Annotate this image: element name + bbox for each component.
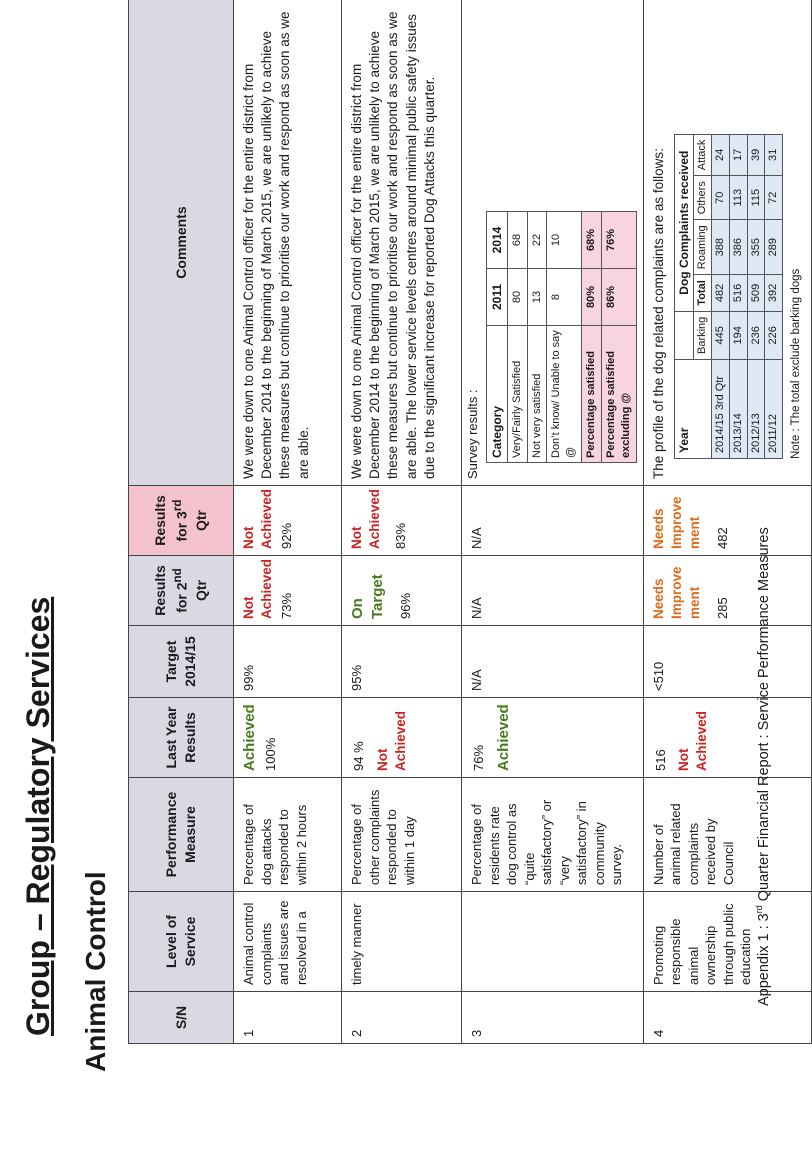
header-q3: Results for 3rd Qtr — [129, 486, 234, 556]
q3-cell: N/A — [462, 486, 644, 556]
q2-cell: On Target 96% — [342, 556, 462, 626]
survey-row: Not very satisfied 13 22 — [527, 212, 547, 463]
sn-cell: 3 — [462, 992, 644, 1044]
level-cell — [462, 892, 644, 992]
header-last-year: Last Year Results — [129, 698, 234, 778]
comment-cell: We were down to one Animal Control officer for the entire district from December 2014 to the beginning of March 2015, we are unlikely to achieve these measures but continue to prioritise our work and respond as soon as we are able. The lower service levels centres around minimal public safety issues due to the significant increase for reported Dog Attacks this quarter. — [342, 0, 462, 486]
dog-row: 2014/15 3rd Qtr 445 482 388 70 24 — [711, 134, 729, 458]
header-comments: Comments — [129, 0, 234, 486]
status-badge: On Target — [349, 574, 387, 619]
survey-table — [486, 211, 637, 463]
survey-row: Percentage satisfied 80% 68% — [582, 212, 602, 463]
survey-header-row: Category 2011 2014 — [486, 212, 507, 463]
measure-cell: Percentage of other complaints responded to within 1 day — [342, 778, 462, 892]
sn-cell: 2 — [342, 992, 462, 1044]
target-cell: <510 — [643, 626, 811, 698]
header-level: Level of Service — [129, 892, 234, 992]
sn-cell: 1 — [234, 992, 342, 1044]
header-sn: S/N — [129, 992, 234, 1044]
q3-cell: Not Achieved 83% — [342, 486, 462, 556]
dog-complaints-table — [674, 134, 783, 459]
status-badge: Needs Improve ment — [650, 566, 703, 619]
comment-cell — [462, 0, 644, 486]
status-badge: Not Achieved — [241, 488, 275, 549]
section-title: Animal Control — [80, 871, 111, 1072]
status-badge: Needs Improve ment — [650, 496, 703, 549]
header-measure: Performance Measure — [129, 778, 234, 892]
performance-table — [128, 0, 812, 1044]
survey-row: Very/Fairly Satisfied 80 68 — [507, 212, 527, 463]
measure-cell: Percentage of residents rate dog control as “quite satisfactory” or “very satisfactory” in community survey. — [462, 778, 644, 892]
status-badge: Achieved — [241, 704, 258, 771]
page-footer: Appendix 1 : 3rd Quarter Financial Report : Service Performance Measures — [754, 527, 772, 1006]
survey-row: Percentage satisfied excluding @ 86% 76% — [601, 212, 636, 463]
q3-cell: Needs Improve ment 482 — [643, 486, 811, 556]
dog-group-row: Year Dog Complaints received — [674, 134, 693, 458]
comment-cell — [643, 0, 811, 486]
header-row — [129, 0, 234, 1044]
header-target: Target 2014/15 — [129, 626, 234, 698]
q2-cell: Not Achieved 73% — [234, 556, 342, 626]
dog-intro: The profile of the dog related complaints are as follows: — [650, 148, 666, 479]
level-cell: timely manner — [342, 892, 462, 992]
survey-row: Don’t know/ Unable to say @ 8 10 — [547, 212, 582, 463]
status-badge: Not Achieved — [676, 710, 710, 771]
last-year-cell: Achieved 100% — [234, 698, 342, 778]
comment-cell: We were down to one Animal Control officer for the entire district from December 2014 to the beginning of March 2015, we are unlikely to achieve these measures but continue to prioritise our work and respond as soon as we are able. — [234, 0, 342, 486]
dog-header-row: Barking Total Roaming Others Attack — [694, 134, 712, 458]
survey-title: Survey results : — [465, 389, 480, 479]
dog-row: 2012/13 236 509 355 115 39 — [747, 134, 765, 458]
status-badge: Not Achieved — [374, 710, 408, 771]
last-year-cell: 516 Not Achieved — [643, 698, 811, 778]
dog-note: Note : The total exclude barking dogs — [790, 268, 803, 459]
q2-cell: Needs Improve ment 285 — [643, 556, 811, 626]
status-badge: Not Achieved — [241, 558, 275, 619]
header-q2: Results for 2nd Qtr — [129, 556, 234, 626]
page-title: Group – Regulatory Services — [20, 596, 56, 1036]
dog-row: 2011/12 226 392 289 72 31 — [765, 134, 783, 458]
q2-cell: N/A — [462, 556, 644, 626]
target-cell: 99% — [234, 626, 342, 698]
table-row — [234, 0, 342, 1044]
status-badge: Not Achieved — [349, 488, 383, 549]
table-row — [342, 0, 462, 1044]
target-cell: 95% — [342, 626, 462, 698]
sn-cell: 4 — [643, 992, 811, 1044]
level-cell: Promoting responsible animal ownership through public education — [643, 892, 811, 992]
table-row — [643, 0, 811, 1044]
measure-cell: Number of animal related complaints received by Council — [643, 778, 811, 892]
q3-cell: Not Achieved 92% — [234, 486, 342, 556]
table-row — [462, 0, 644, 1044]
last-year-cell: 76% Achieved — [462, 698, 644, 778]
last-year-cell: 94 % Not Achieved — [342, 698, 462, 778]
measure-cell: Percentage of dog attacks responded to within 2 hours — [234, 778, 342, 892]
level-cell: Animal control complaints and issues are resolved in a — [234, 892, 342, 992]
status-badge: Achieved — [494, 704, 512, 771]
dog-row: 2013/14 194 516 386 113 17 — [729, 134, 747, 458]
target-cell: N/A — [462, 626, 644, 698]
